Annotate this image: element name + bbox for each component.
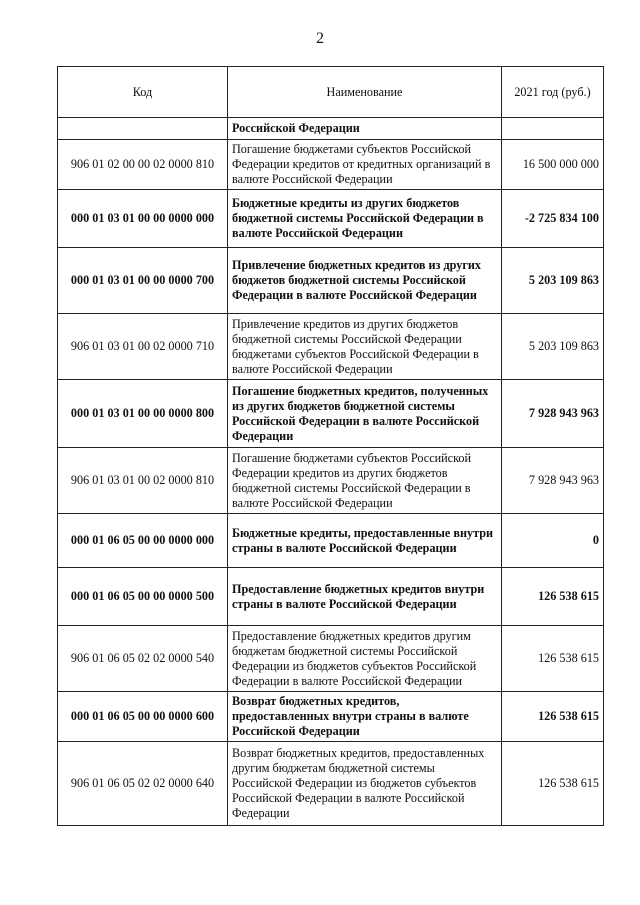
row-name: Бюджетные кредиты из других бюджетов бюджетной системы Российской Федерации в валюте Российской Федерации (228, 190, 502, 248)
header-sum: 2021 год (руб.) (502, 67, 604, 118)
row-sum: 7 928 943 963 (502, 448, 604, 514)
header-name: Наименование (228, 67, 502, 118)
row-name: Предоставление бюджетных кредитов внутри страны в валюте Российской Федерации (228, 568, 502, 626)
row-sum: 126 538 615 (502, 568, 604, 626)
row-code: 000 01 03 01 00 00 0000 800 (58, 380, 228, 448)
row-code (58, 118, 228, 140)
row-name: Погашение бюджетами субъектов Российской Федерации кредитов от кредитных организаций в валюте Российской Федерации (228, 140, 502, 190)
row-sum: -2 725 834 100 (502, 190, 604, 248)
budget-table (57, 66, 604, 826)
table-row (58, 118, 604, 140)
row-code: 906 01 02 00 00 02 0000 810 (58, 140, 228, 190)
table-row (58, 248, 604, 314)
row-name: Погашение бюджетами субъектов Российской Федерации кредитов из других бюджетов бюджетной системы Российской Федерации в валюте Российской Федерации (228, 448, 502, 514)
row-name: Российской Федерации (228, 118, 502, 140)
row-code: 000 01 06 05 00 00 0000 000 (58, 514, 228, 568)
row-sum: 5 203 109 863 (502, 314, 604, 380)
row-code: 000 01 06 05 00 00 0000 600 (58, 692, 228, 742)
row-code: 000 01 06 05 00 00 0000 500 (58, 568, 228, 626)
row-name: Возврат бюджетных кредитов, предоставленных внутри страны в валюте Российской Федерации (228, 692, 502, 742)
table-header-row (58, 67, 604, 118)
row-sum: 5 203 109 863 (502, 248, 604, 314)
table-row (58, 568, 604, 626)
row-code: 906 01 03 01 00 02 0000 710 (58, 314, 228, 380)
row-sum (502, 118, 604, 140)
row-sum: 126 538 615 (502, 692, 604, 742)
table-row (58, 626, 604, 692)
row-code: 000 01 03 01 00 00 0000 000 (58, 190, 228, 248)
row-sum: 7 928 943 963 (502, 380, 604, 448)
row-code: 000 01 03 01 00 00 0000 700 (58, 248, 228, 314)
table-row (58, 448, 604, 514)
table-row (58, 190, 604, 248)
table-row (58, 140, 604, 190)
row-code: 906 01 03 01 00 02 0000 810 (58, 448, 228, 514)
table-body (58, 118, 604, 826)
header-code: Код (58, 67, 228, 118)
table-row (58, 692, 604, 742)
row-name: Погашение бюджетных кредитов, полученных из других бюджетов бюджетной системы Российской Федерации в валюте Российской Федерации (228, 380, 502, 448)
row-code: 906 01 06 05 02 02 0000 540 (58, 626, 228, 692)
table-row (58, 514, 604, 568)
row-name: Возврат бюджетных кредитов, предоставленных другим бюджетам бюджетной системы Российской Федерации из бюджетов субъектов Российской Федерации в валюте Российской Федерации (228, 742, 502, 826)
row-name: Привлечение кредитов из других бюджетов бюджетной системы Российской Федерации бюджетами субъектов Российской Федерации в валюте Российской Федерации (228, 314, 502, 380)
row-name: Бюджетные кредиты, предоставленные внутри страны в валюте Российской Федерации (228, 514, 502, 568)
row-code: 906 01 06 05 02 02 0000 640 (58, 742, 228, 826)
row-sum: 126 538 615 (502, 742, 604, 826)
row-name: Предоставление бюджетных кредитов другим бюджетам бюджетной системы Российской Федерации из бюджетов субъектов Российской Федерации в валюте Российской Федерации (228, 626, 502, 692)
row-sum: 0 (502, 514, 604, 568)
table-row (58, 380, 604, 448)
row-name: Привлечение бюджетных кредитов из других бюджетов бюджетной системы Российской Федерации в валюте Российской Федерации (228, 248, 502, 314)
table-row (58, 314, 604, 380)
row-sum: 126 538 615 (502, 626, 604, 692)
page-number: 2 (316, 30, 324, 47)
row-sum: 16 500 000 000 (502, 140, 604, 190)
table-row (58, 742, 604, 826)
